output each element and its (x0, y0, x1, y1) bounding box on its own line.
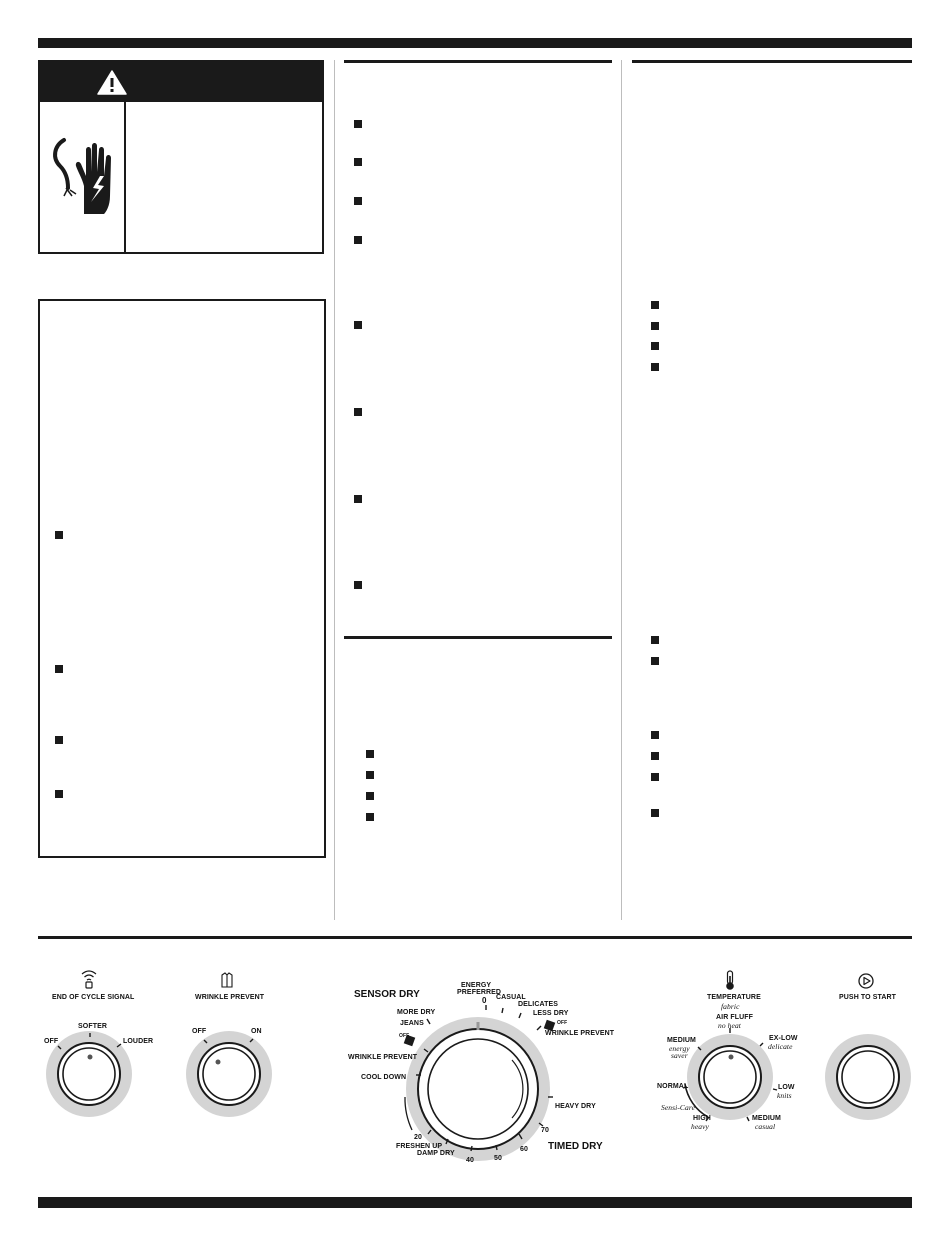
cycle-label: 20 (414, 1134, 422, 1141)
signal-knob[interactable] (46, 1031, 132, 1117)
cycle-label: PREFERRED (457, 989, 502, 996)
temperature-label: delicate (768, 1042, 793, 1051)
play-icon (859, 974, 873, 988)
cycle-label: 70 (541, 1127, 549, 1134)
cycle-label: COOL DOWN (361, 1074, 407, 1081)
cycle-label: DAMP DRY (417, 1150, 455, 1157)
temperature-label: MEDIUM (752, 1115, 781, 1122)
signal-title: END OF CYCLE SIGNAL (52, 994, 135, 1001)
temperature-subtitle: fabric (721, 1002, 740, 1011)
signal-position-label: OFF (44, 1038, 59, 1045)
temperature-label: no heat (718, 1021, 741, 1030)
signal-position-label: LOUDER (123, 1038, 154, 1045)
temperature-label: knits (777, 1091, 792, 1100)
temperature-label: NORMAL (657, 1083, 689, 1090)
temperature-label: saver (671, 1051, 688, 1060)
thermometer-icon (727, 971, 733, 989)
sensor-dry-title: SENSOR DRY (354, 989, 420, 1000)
cycle-label: FRESHEN UP (396, 1143, 443, 1150)
wrinkle-position-label: OFF (192, 1028, 207, 1035)
cycle-label: 40 (466, 1157, 474, 1164)
temperature-label: EX-LOW (769, 1035, 798, 1042)
cycle-label: CASUAL (496, 994, 526, 1001)
wrinkle-title: WRINKLE PREVENT (195, 994, 265, 1001)
cycle-label: ENERGY (461, 982, 492, 989)
cycle-label: OFF (399, 1033, 410, 1039)
cycle-label: HEAVY DRY (555, 1103, 596, 1110)
timed-dry-title: TIMED DRY (548, 1141, 603, 1152)
wrinkle-position-label: ON (251, 1028, 262, 1035)
wrinkle-prevent-icon (222, 973, 232, 987)
temperature-label: MEDIUM (667, 1037, 696, 1044)
temperature-label: AIR FLUFF (716, 1014, 754, 1021)
temperature-title: TEMPERATURE (707, 994, 761, 1001)
cycle-knob[interactable] (406, 1017, 550, 1161)
temperature-label: heavy (691, 1122, 709, 1131)
temperature-label: energy (669, 1044, 690, 1053)
temperature-label: HIGH (693, 1115, 711, 1122)
temperature-label: LOW (778, 1084, 795, 1091)
signal-icon (82, 971, 96, 988)
cycle-label: WRINKLE PREVENT (348, 1054, 418, 1061)
cycle-label: 0 (482, 996, 487, 1005)
cycle-label: LESS DRY (533, 1010, 569, 1017)
start-title: PUSH TO START (839, 994, 897, 1001)
temperature-label: Sensi-Care (661, 1103, 696, 1112)
cycle-label: MORE DRY (397, 1009, 436, 1016)
cycle-label: 60 (520, 1146, 528, 1153)
temperature-knob[interactable] (687, 1034, 773, 1120)
signal-position-label: SOFTER (78, 1023, 107, 1030)
cycle-label: OFF (557, 1020, 568, 1026)
cycle-label: DELICATES (518, 1001, 559, 1008)
temperature-label: casual (755, 1122, 776, 1131)
cycle-label: WRINKLE PREVENT (545, 1030, 615, 1037)
cycle-label: 50 (494, 1155, 502, 1162)
cycle-label: JEANS (400, 1020, 424, 1027)
wrinkle-prevent-knob[interactable] (186, 1031, 272, 1117)
push-to-start-button[interactable] (825, 1034, 911, 1120)
